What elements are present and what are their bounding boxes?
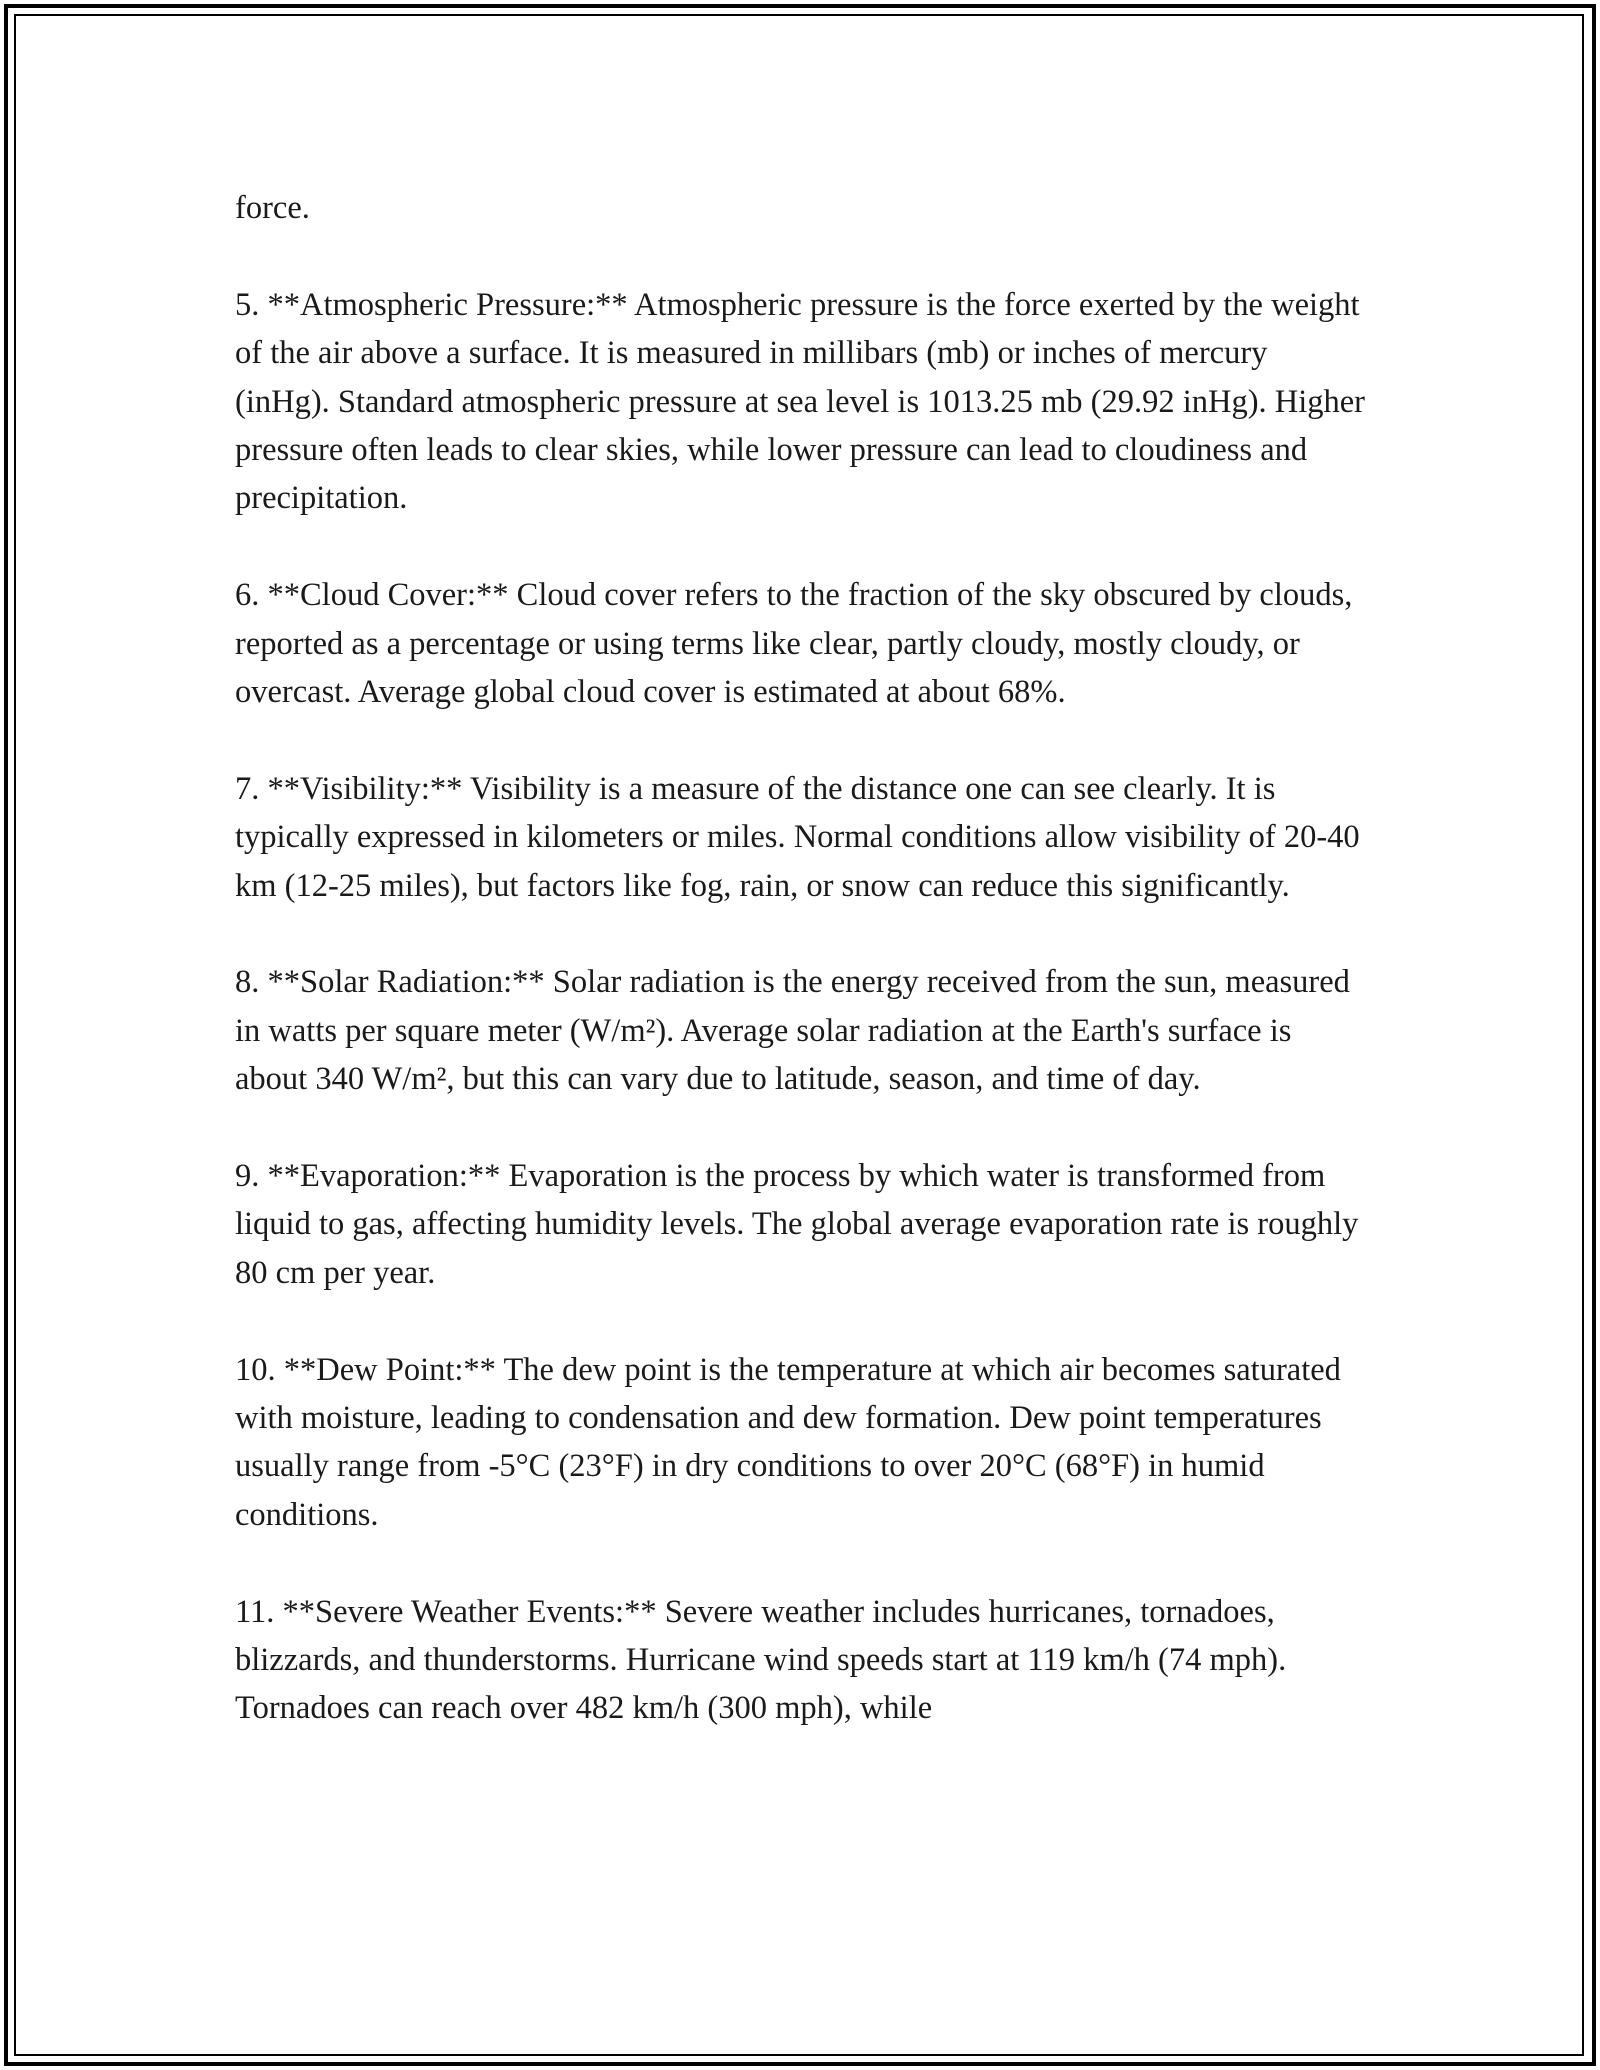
document-body [235, 184, 1365, 1733]
paragraph-severe-weather: 11. **Severe Weather Events:** Severe weather includes hurricanes, tornadoes, blizzards, and thunderstorms. Hurricane wind speeds start at 119 km/h (74 mph). Tornadoes can reach over 482 km/h (300 mph), while [235, 1593, 1287, 1727]
paragraph-continuation: force. [235, 190, 310, 226]
paragraph-visibility: 7. **Visibility:** Visibility is a measure of the distance one can see clearly. It is typically expressed in kilometers or miles. Normal conditions allow visibility of 20-40 km (12-25 miles), but factors like fog, rain, or snow can reduce this significantly. [235, 770, 1360, 904]
paragraph-atmospheric-pressure: 5. **Atmospheric Pressure:** Atmospheric pressure is the force exerted by the weight of the air above a surface. It is measured in millibars (mb) or inches of mercury (inHg). Standard atmospheric pressure at sea level is 1013.25 mb (29.92 inHg). Higher pressure often leads to clear skies, while lower pressure can lead to cloudiness and precipitation. [235, 286, 1366, 517]
paragraph-cloud-cover: 6. **Cloud Cover:** Cloud cover refers to the fraction of the sky obscured by clouds, reported as a percentage or using terms like clear, partly cloudy, mostly cloudy, or overcast. Average global cloud cover is estimated at about 68%. [235, 577, 1353, 711]
paragraph-dew-point: 10. **Dew Point:** The dew point is the temperature at which air becomes saturated with moisture, leading to condensation and dew formation. Dew point temperatures usually range from -5°C (23°F) in dry conditions to over 20°C (68°F) in humid conditions. [235, 1351, 1341, 1533]
paragraph-evaporation: 9. **Evaporation:** Evaporation is the process by which water is transformed from liquid to gas, affecting humidity levels. The global average evaporation rate is roughly 80 cm per year. [235, 1158, 1359, 1291]
paragraph-solar-radiation: 8. **Solar Radiation:** Solar radiation is the energy received from the sun, measured in watts per square meter (W/m²). Average solar radiation at the Earth's surface is about 340 W/m², but this can vary due to latitude, season, and time of day. [235, 964, 1350, 1098]
